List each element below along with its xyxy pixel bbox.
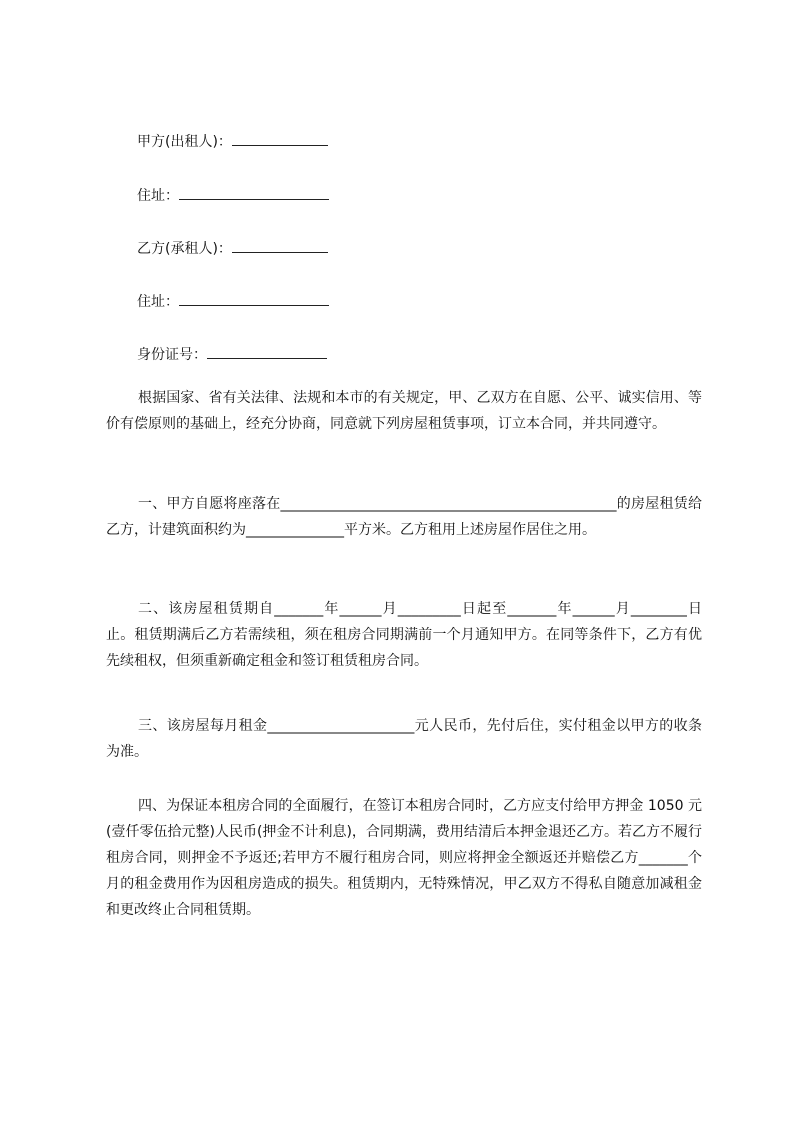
end-month-blank: ______: [572, 601, 615, 617]
clause-3: [106, 713, 702, 765]
intro-paragraph: 根据国家、省有关法律、法规和本市的有关规定，甲、乙双方在自愿、公平、诚实信用、等价有偿原则的基础上，经充分协商，同意就下列房屋租赁事项，订立本合同，并共同遵守。: [106, 390, 702, 432]
id-number-blank: [207, 344, 327, 359]
clause-1-text-a: 一、甲方自愿将座落在: [138, 496, 281, 512]
clause-2: [106, 596, 702, 674]
party-a-label: 甲方(出租人)：: [137, 134, 232, 150]
clause-1-text-b: 的房屋租赁给乙方，计建筑面积约为: [106, 496, 702, 538]
id-number-field: [137, 344, 327, 365]
party-b-address-field: [137, 291, 329, 312]
clause-3-text-a: 三、该房屋每月租金: [138, 718, 268, 734]
clause-1-text-c: 平方米。乙方租用上述房屋作居住之用。: [344, 522, 596, 538]
clause-3-text-b: 元人民币，先付后住，实付租金以甲方的收条为准。: [106, 718, 702, 760]
clause-2-end-month-label: 月: [614, 601, 631, 617]
location-blank: ________________________________________________: [280, 496, 617, 512]
compensation-months-blank: _______: [638, 850, 688, 866]
area-blank: ______________: [246, 522, 344, 538]
clause-4-text-a: 四、为保证本租房合同的全面履行，在签订本租房合同时，乙方应支付给甲方押金 1050 元(壹仟零伍拾元整)人民币(押金不计利息)，合同期满，费用结清后本押金退还乙方。若乙方不履行租房合同，则押金不予返还;若甲方不履行租房合同，则应将押金全额返还并赔偿乙方: [106, 798, 702, 866]
party-b-label: 乙方(承租人)：: [137, 241, 232, 257]
clause-2-text-b: 日起至: [460, 601, 508, 617]
clause-4-text-b: 个月的租金费用作为因租房造成的损失。租赁期内，无特殊情况，甲乙双方不得私自随意加减租金和更改终止合同租赁期。: [106, 850, 702, 918]
party-b-blank: [232, 238, 328, 253]
end-day-blank: ________: [630, 601, 687, 617]
start-year-blank: _______: [274, 601, 324, 617]
clause-4: [106, 793, 702, 923]
clause-1: [106, 491, 702, 583]
clause-2-end-year-label: 年: [556, 601, 573, 617]
clause-2-year-label: 年: [323, 601, 340, 617]
end-year-blank: _______: [507, 601, 557, 617]
rent-blank: _____________________: [267, 718, 415, 734]
party-b-field: [137, 238, 328, 259]
party-a-blank: [232, 131, 328, 146]
party-a-address-label: 住址：: [137, 188, 179, 204]
party-a-field: [137, 131, 328, 152]
party-b-address-label: 住址：: [137, 294, 179, 310]
party-a-address-field: [137, 185, 329, 206]
party-a-address-blank: [179, 185, 329, 200]
clause-2-month-label: 月: [381, 601, 398, 617]
clause-2-text-c: 日止。租赁期满后乙方若需续租，须在租房合同期满前一个月通知甲方。在同等条件下，乙方有优先续租权，但须重新确定租金和签订租赁租房合同。: [106, 601, 702, 669]
start-month-blank: ______: [339, 601, 382, 617]
party-b-address-blank: [179, 291, 329, 306]
clause-2-text-a: 二、该房屋租赁期自: [138, 601, 275, 617]
id-number-label: 身份证号：: [137, 347, 207, 363]
start-day-blank: _________: [397, 601, 461, 617]
